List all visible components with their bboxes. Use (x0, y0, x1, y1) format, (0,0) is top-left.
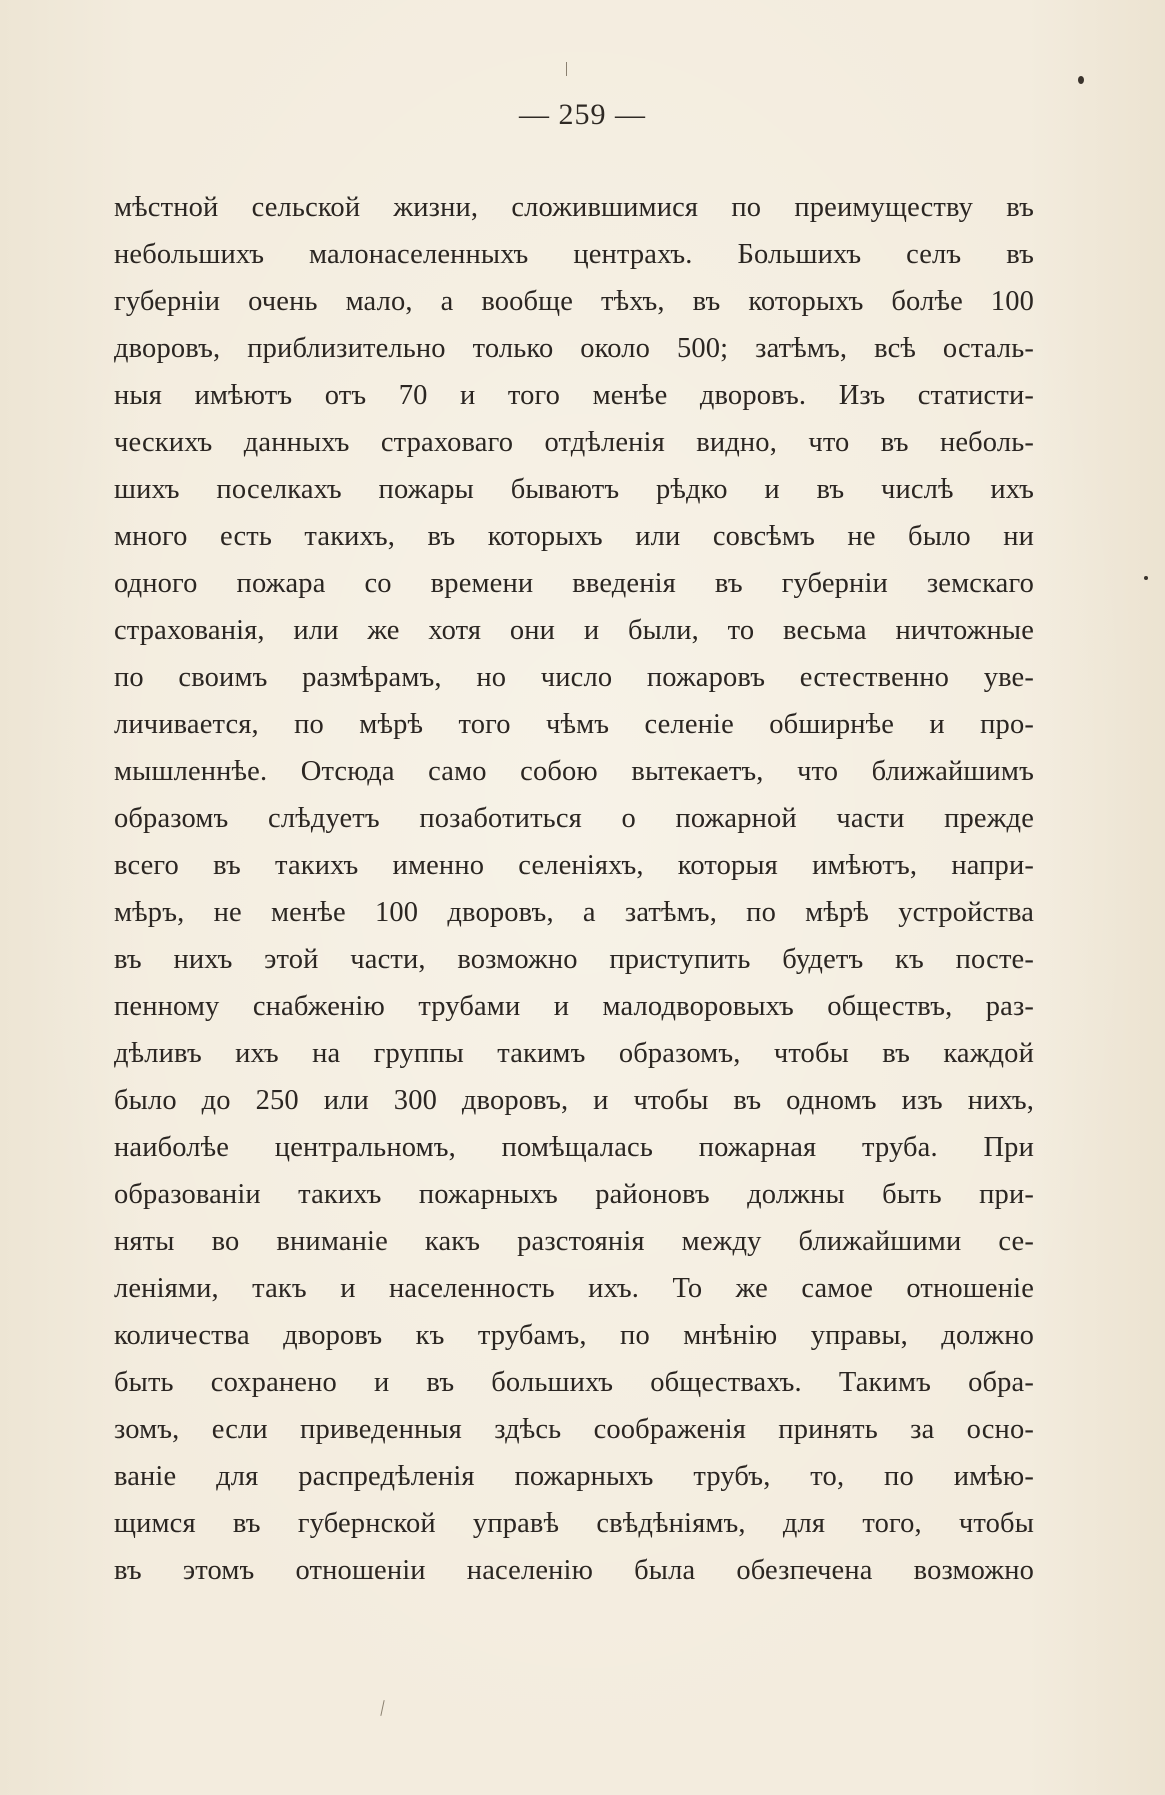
text-line: дворовъ, приблизительно только около 500; затѣмъ, всѣ осталь- (114, 333, 1034, 364)
text-line: много есть такихъ, въ которыхъ или совсѣмъ не было ни (114, 521, 1034, 552)
text-line: ческихъ данныхъ страховаго отдѣленія видно, что въ неболь- (114, 427, 1034, 458)
text-line: было до 250 или 300 дворовъ, и чтобы въ одномъ изъ нихъ, (114, 1085, 1034, 1116)
text-line: страхованія, или же хотя они и были, то весьма ничтожные (114, 615, 1034, 646)
scan-mark (380, 1700, 384, 1716)
text-line: всего въ такихъ именно селеніяхъ, которыя имѣютъ, напри- (114, 850, 1034, 881)
scan-speck (1078, 76, 1084, 84)
text-line: мышленнѣе. Отсюда само собою вытекаетъ, что ближайшимъ (114, 756, 1034, 787)
page-number: — 259 — (519, 98, 646, 131)
text-line: шихъ поселкахъ пожары бываютъ рѣдко и въ числѣ ихъ (114, 474, 1034, 505)
text-line: ваніе для распредѣленія пожарныхъ трубъ, то, по имѣю- (114, 1461, 1034, 1492)
text-line: ныя имѣютъ отъ 70 и того менѣе дворовъ. Изъ статисти- (114, 380, 1034, 411)
text-line: пенному снабженію трубами и малодворовыхъ обществъ, раз- (114, 991, 1034, 1022)
text-line: личивается, по мѣрѣ того чѣмъ селеніе обширнѣе и про- (114, 709, 1034, 740)
text-line: небольшихъ малонаселенныхъ центрахъ. Большихъ селъ въ (114, 239, 1034, 270)
text-line: въ этомъ отношеніи населенію была обезпечена возможно (114, 1555, 1034, 1586)
text-line: мѣръ, не менѣе 100 дворовъ, а затѣмъ, по мѣрѣ устройства (114, 897, 1034, 928)
text-line: леніями, такъ и населенность ихъ. То же самое отношеніе (114, 1273, 1034, 1304)
text-line: образомъ слѣдуетъ позаботиться о пожарной части прежде (114, 803, 1034, 834)
text-line: быть сохранено и въ большихъ обществахъ. Такимъ обра- (114, 1367, 1034, 1398)
text-line: мѣстной сельской жизни, сложившимися по преимуществу въ (114, 192, 1034, 223)
scan-mark (566, 62, 567, 76)
text-line: одного пожара со времени введенія въ губерніи земскаго (114, 568, 1034, 599)
text-line: няты во вниманіе какъ разстоянія между ближайшими се- (114, 1226, 1034, 1257)
text-line: образованіи такихъ пожарныхъ районовъ должны быть при- (114, 1179, 1034, 1210)
text-line: по своимъ размѣрамъ, но число пожаровъ естественно уве- (114, 662, 1034, 693)
text-line: количества дворовъ къ трубамъ, по мнѣнію управы, должно (114, 1320, 1034, 1351)
text-line: въ нихъ этой части, возможно приступить будетъ къ посте- (114, 944, 1034, 975)
scan-speck (1144, 576, 1148, 580)
text-line: наиболѣе центральномъ, помѣщалась пожарная труба. При (114, 1132, 1034, 1163)
text-line: щимся въ губернской управѣ свѣдѣніямъ, для того, чтобы (114, 1508, 1034, 1539)
text-line: зомъ, если приведенныя здѣсь соображенія принять за осно- (114, 1414, 1034, 1445)
text-body (114, 184, 1034, 1594)
text-line: дѣливъ ихъ на группы такимъ образомъ, чтобы въ каждой (114, 1038, 1034, 1069)
text-line: губерніи очень мало, а вообще тѣхъ, въ которыхъ болѣе 100 (114, 286, 1034, 317)
